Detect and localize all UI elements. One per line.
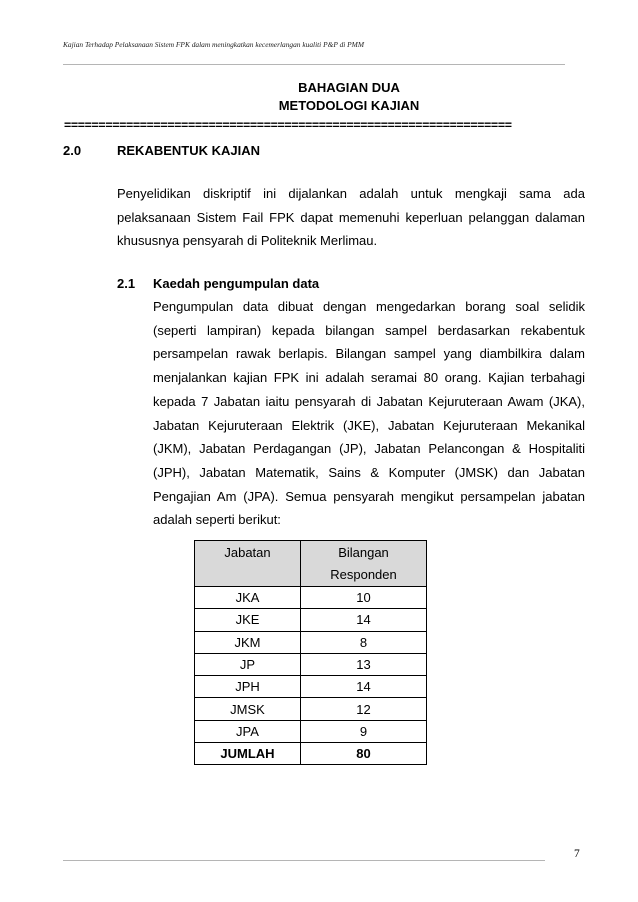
subsection-number: 2.1	[117, 276, 136, 291]
total-value: 80	[301, 743, 427, 765]
chapter-subtitle: METODOLOGI KAJIAN	[278, 98, 420, 113]
header-responden: Responden	[330, 567, 397, 582]
total-label: JUMLAH	[195, 743, 301, 765]
section-heading: REKABENTUK KAJIAN	[117, 143, 261, 158]
dept-cell: JMSK	[195, 698, 301, 720]
footer-rule	[63, 860, 545, 861]
count-cell: 8	[301, 631, 427, 653]
table-row	[195, 653, 427, 675]
count-cell: 13	[301, 653, 427, 675]
count-cell: 14	[301, 676, 427, 698]
count-cell: 10	[301, 587, 427, 609]
divider-line: =================================================================	[64, 118, 512, 132]
header-jabatan: Jabatan	[195, 541, 301, 587]
header-rule	[63, 64, 565, 65]
chapter-title: BAHAGIAN DUA	[298, 80, 400, 95]
table-row	[195, 587, 427, 609]
dept-cell: JP	[195, 653, 301, 675]
table-header-row	[195, 541, 427, 587]
dept-cell: JKM	[195, 631, 301, 653]
page-number: 7	[574, 848, 580, 860]
dept-cell: JKA	[195, 587, 301, 609]
subsection-paragraph: Pengumpulan data dibuat dengan mengedarkan borang soal selidik (seperti lampiran) kepada bilangan sampel berdasarkan rekabentuk persampelan rawak berlapis. Bilangan sampel yang diambilkira dalam menjalankan kajian FPK ini adalah seramai 80 orang. Kajian terbahagi kepada 7 Jabatan iaitu pensyarah di Jabatan Kejuruteraan Awam (JKA), Jabatan Kejuruteraan Elektrik (JKE), Jabatan Kejuruteraan Mekanikal (JKM), Jabatan Perdagangan (JP), Jabatan Pelancongan & Hospitaliti (JPH), Jabatan Matematik, Sains & Komputer (JMSK) dan Jabatan Pengajian Am (JPA). Semua pensyarah mengikut persampelan jabatan adalah seperti berikut:	[153, 299, 585, 528]
dept-cell: JKE	[195, 609, 301, 631]
running-header: Kajian Terhadap Pelaksanaan Sistem FPK dalam meningkatkan kecemerlangan kualiti P&P di PMM	[63, 40, 364, 49]
count-cell: 14	[301, 609, 427, 631]
dept-cell: JPA	[195, 720, 301, 742]
table-total-row	[195, 743, 427, 765]
table-row	[195, 698, 427, 720]
table-row	[195, 631, 427, 653]
count-cell: 9	[301, 720, 427, 742]
table-row	[195, 609, 427, 631]
dept-cell: JPH	[195, 676, 301, 698]
section-paragraph: Penyelidikan diskriptif ini dijalankan adalah untuk mengkaji sama ada pelaksanaan Sistem Fail FPK dapat memenuhi keperluan pelanggan dalaman khususnya pensyarah di Politeknik Merlimau.	[117, 186, 585, 249]
count-cell: 12	[301, 698, 427, 720]
header-bilangan: Bilangan	[338, 545, 389, 560]
header-bilangan-responden	[301, 541, 427, 587]
table-row	[195, 720, 427, 742]
table-row	[195, 676, 427, 698]
respondent-table	[194, 540, 427, 765]
subsection-heading: Kaedah pengumpulan data	[153, 276, 320, 291]
section-number: 2.0	[63, 143, 82, 158]
